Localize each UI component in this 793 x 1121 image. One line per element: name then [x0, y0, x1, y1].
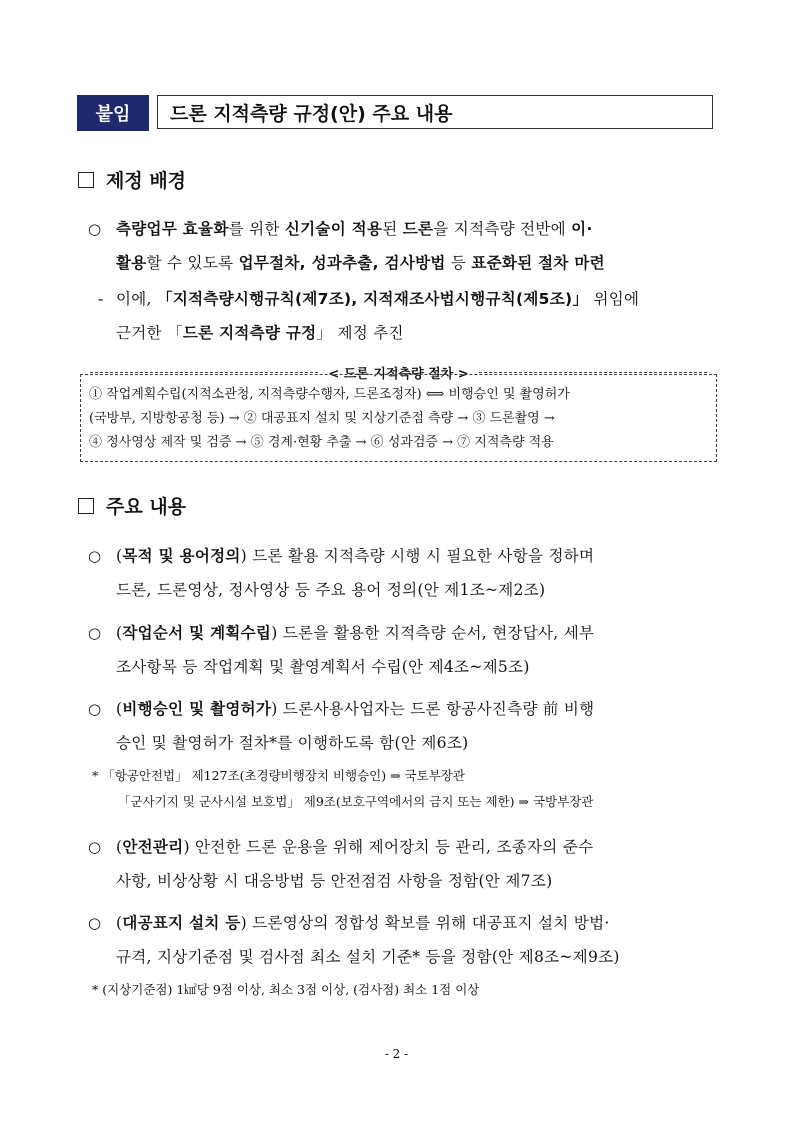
text-run: ( — [116, 914, 123, 932]
procedure-line: (국방부, 지방항공청 등) → ② 대공표지 설치 및 지상기준점 측량 → ③ 드론촬영 → — [89, 411, 555, 426]
footnote-line: * 「항공안전법」 제127조(초경량비행장치 비행승인) ⇒ 국토부장관 — [92, 768, 465, 783]
procedure-title-text: < 드론 지적측량 절차 > — [328, 366, 469, 382]
bullet-circle-icon: ○ — [88, 220, 102, 238]
text-run: 규격, 지상기준점 및 검사점 최소 설치 기준* 등을 정함(안 제8조~제9조) — [116, 948, 620, 966]
text-run: ) 안전한 드론 운용을 위해 제어장치 등 관리, 조종자의 준수 — [183, 838, 594, 856]
text-run: 할 수 있도록 — [146, 254, 239, 272]
paragraph-background-1 — [116, 212, 716, 280]
paragraph-line — [116, 940, 716, 974]
footnote-line: 「군사기지 및 군사시설 보호법」 제9조(보호구역에서의 금지 또는 제한) ⇒ 국방부장관 — [118, 794, 594, 809]
bold-text-run: 작업순서 및 계획수립 — [122, 624, 272, 642]
bullet-circle-icon: ○ — [88, 914, 102, 932]
text-run: ( — [116, 838, 123, 856]
text-run: ) 드론을 활용한 지적측량 순서, 현장답사, 세부 — [271, 624, 595, 642]
text-run: 을 지적측량 전반에 — [433, 220, 572, 238]
text-run: ( — [116, 547, 123, 565]
paragraph-line — [116, 692, 716, 726]
text-run: ( — [116, 700, 123, 718]
section-title: 주요 내용 — [106, 496, 187, 518]
text-run: 드론, 드론영상, 정사영상 등 주요 용어 정의(안 제1조~제2조) — [116, 581, 546, 599]
section-title: 제정 배경 — [106, 170, 187, 192]
text-run: 된 — [382, 220, 403, 238]
bold-text-run: 「지적측량시행규칙(제7조), 지적재조사법시행규칙(제5조)」 — [157, 290, 589, 308]
paragraph-line — [116, 906, 716, 940]
bold-text-run: 측량업무 효율화 — [116, 220, 229, 238]
paragraph-background-2 — [116, 282, 716, 350]
text-run: ( — [116, 624, 123, 642]
procedure-line: ④ 정사영상 제작 및 검증 → ⑤ 경계·현황 추출 → ⑥ 성과검증 → ⑦ 지적측량 적용 — [89, 435, 554, 450]
text-run: 승인 및 촬영허가 절차*를 이행하도록 함(안 제6조) — [116, 734, 469, 752]
bold-text-run: 업무절차, 성과추출, 검사방법 — [238, 254, 446, 272]
section-heading-background — [78, 166, 186, 193]
bullet-circle-icon: ○ — [88, 838, 102, 856]
text-run: 를 위한 — [228, 220, 285, 238]
text-run: ) 드론 활용 지적측량 시행 시 필요한 사항을 정하며 — [240, 547, 595, 565]
bullet-circle-icon: ○ — [88, 624, 102, 642]
text-run: 등 — [445, 254, 472, 272]
text-run: 」 제정 추진 — [316, 324, 404, 342]
bold-text-run: 드론 — [402, 220, 434, 238]
procedure-box — [80, 374, 717, 462]
bold-text-run: 이· — [571, 220, 593, 238]
paragraph-line — [116, 573, 716, 607]
content-item-3 — [116, 692, 716, 760]
footnote-line: * (지상기준점) 1㎢당 9점 이상, 최소 3점 이상, (검사점) 최소 1점 이상 — [92, 982, 480, 997]
text-run: ) 드론영상의 정합성 확보를 위해 대공표지 설치 방법· — [240, 914, 610, 932]
attachment-badge: 붙임 — [77, 95, 149, 131]
paragraph-line — [116, 539, 716, 573]
paragraph-line — [116, 726, 716, 760]
paragraph-line — [116, 830, 716, 864]
bold-text-run: 안전관리 — [122, 838, 184, 856]
content-item-2 — [116, 616, 716, 684]
section-heading-main-content — [78, 492, 186, 519]
text-run: 이에, — [116, 290, 158, 308]
paragraph-line — [116, 212, 716, 246]
paragraph-line — [116, 864, 716, 898]
bold-text-run: 드론 지적측량 규정 — [182, 324, 317, 342]
paragraph-line — [116, 650, 716, 684]
page-number: - 2 - — [384, 1047, 409, 1061]
paragraph-line — [116, 316, 716, 350]
document-title: 드론 지적측량 규정(안) 주요 내용 — [157, 95, 713, 129]
text-run: 사항, 비상상황 시 대응방법 등 안전점검 사항을 정함(안 제7조) — [116, 872, 553, 890]
content-item-5 — [116, 906, 716, 974]
bold-text-run: 활용 — [116, 254, 147, 272]
paragraph-line — [116, 246, 716, 280]
bold-text-run: 목적 및 용어정의 — [122, 547, 241, 565]
paragraph-line — [116, 282, 716, 316]
bullet-circle-icon: ○ — [88, 547, 102, 565]
procedure-line: ① 작업계획수립(지적소관청, 지적측량수행자, 드론조정자) ⟺ 비행승인 및 촬영허가 — [89, 387, 570, 402]
text-run: 위임에 — [588, 290, 640, 308]
dash-marker: - — [98, 290, 104, 308]
content-item-1 — [116, 539, 716, 607]
paragraph-line — [116, 616, 716, 650]
content-item-4 — [116, 830, 716, 898]
bold-text-run: 신기술이 적용 — [284, 220, 383, 238]
text-run: ) 드론사용사업자는 드론 항공사진측량 前 비행 — [271, 700, 595, 718]
text-run: 근거한 「 — [116, 324, 183, 342]
bold-text-run: 대공표지 설치 등 — [122, 914, 241, 932]
text-run: 조사항목 등 작업계획 및 촬영계획서 수립(안 제4조~제5조) — [116, 658, 530, 676]
bold-text-run: 비행승인 및 촬영허가 — [122, 700, 272, 718]
checkbox-square-icon — [78, 172, 94, 188]
bold-text-run: 표준화된 절차 마련 — [471, 254, 605, 272]
checkbox-square-icon — [78, 498, 94, 514]
bullet-circle-icon: ○ — [88, 700, 102, 718]
